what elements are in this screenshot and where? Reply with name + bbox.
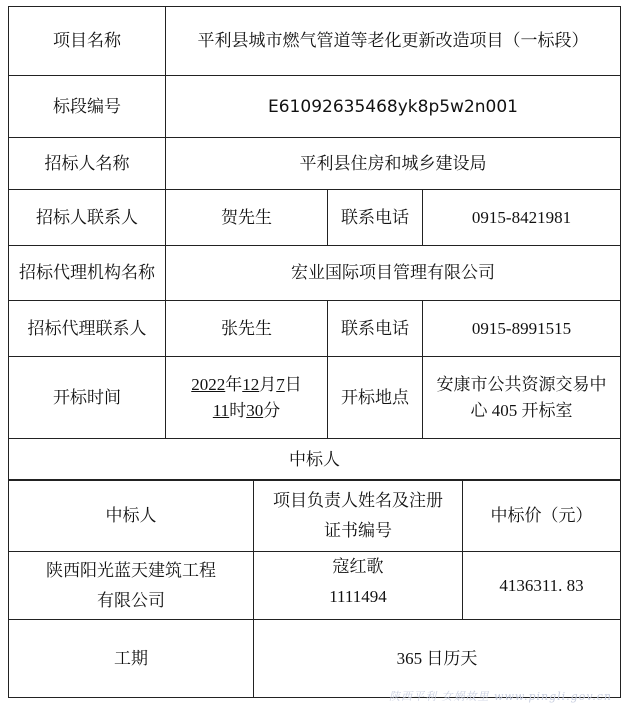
open-time-label: 开标时间 (9, 357, 166, 439)
winner-table (8, 479, 621, 698)
site-watermark: 陕西平利 女娲故里 www.pingli.gov.cn (389, 690, 612, 703)
agency-contact-label: 招标代理联系人 (9, 301, 166, 357)
row-agency (9, 246, 621, 301)
col-manager-line2: 证书编号 (324, 520, 392, 541)
open-place-value (423, 357, 621, 439)
open-place-line2: 心 405 开标室 (470, 400, 573, 420)
tenderer-label: 招标人名称 (9, 138, 166, 190)
row-tenderer-contact (9, 190, 621, 246)
project-name-label: 项目名称 (9, 7, 166, 76)
tenderer-contact-value: 贺先生 (166, 190, 328, 246)
col-manager-line1: 项目负责人姓名及注册 (273, 490, 443, 511)
tenderer-phone-label: 联系电话 (328, 190, 423, 246)
agency-contact-value: 张先生 (166, 301, 328, 357)
row-section-no (9, 76, 621, 138)
tenderer-phone-value: 0915-8421981 (423, 190, 621, 246)
open-time-value (166, 357, 328, 439)
agency-phone-label: 联系电话 (328, 301, 423, 357)
col-price-header: 中标价（元） (463, 480, 621, 552)
tenderer-value: 平利县住房和城乡建设局 (166, 138, 621, 190)
tenderer-contact-label: 招标人联系人 (9, 190, 166, 246)
agency-phone-value: 0915-8991515 (423, 301, 621, 357)
project-info-table (8, 6, 621, 481)
open-place-label: 开标地点 (328, 357, 423, 439)
agency-label: 招标代理机构名称 (9, 246, 166, 301)
period-value: 365 日历天 (254, 620, 621, 698)
open-minute: 30 (246, 400, 264, 420)
winner-name-line1: 陕西阳光蓝天建筑工程 (46, 560, 216, 581)
row-project-name (9, 7, 621, 76)
winner-name-line2: 有限公司 (97, 590, 165, 611)
period-label: 工期 (9, 620, 254, 698)
open-place-line1: 安康市公共资源交易中 (436, 374, 607, 395)
agency-value: 宏业国际项目管理有限公司 (166, 246, 621, 301)
row-tenderer (9, 138, 621, 190)
period-row (9, 620, 621, 698)
minute-unit: 分 (263, 400, 281, 421)
project-name-value: 平利县城市燃气管道等老化更新改造项目（一标段） (166, 7, 621, 76)
winning-price: 4136311. 83 (463, 552, 621, 620)
col-manager-header (254, 480, 463, 552)
row-open-time (9, 357, 621, 439)
manager-cert: 1111494 (329, 587, 387, 606)
hour-unit: 时 (229, 400, 247, 421)
manager-name: 寇红歌 (332, 557, 384, 577)
month-unit: 月 (259, 374, 277, 395)
col-winner-header: 中标人 (9, 480, 254, 552)
winner-name (9, 552, 254, 620)
open-hour: 11 (212, 400, 230, 420)
day-unit: 日 (284, 374, 302, 395)
open-day: 7 (276, 374, 285, 394)
row-agency-contact (9, 301, 621, 357)
row-winner-title (9, 439, 621, 481)
winner-data-row (9, 552, 621, 620)
winner-section-title: 中标人 (9, 439, 621, 481)
open-year: 2022 (191, 374, 226, 394)
manager-cell (254, 552, 463, 620)
winner-header-row (9, 480, 621, 552)
open-month: 12 (242, 374, 260, 394)
year-unit: 年 (225, 374, 243, 395)
section-no-label: 标段编号 (9, 76, 166, 138)
section-no-value: E61092635468yk8p5w2n001 (166, 76, 621, 138)
